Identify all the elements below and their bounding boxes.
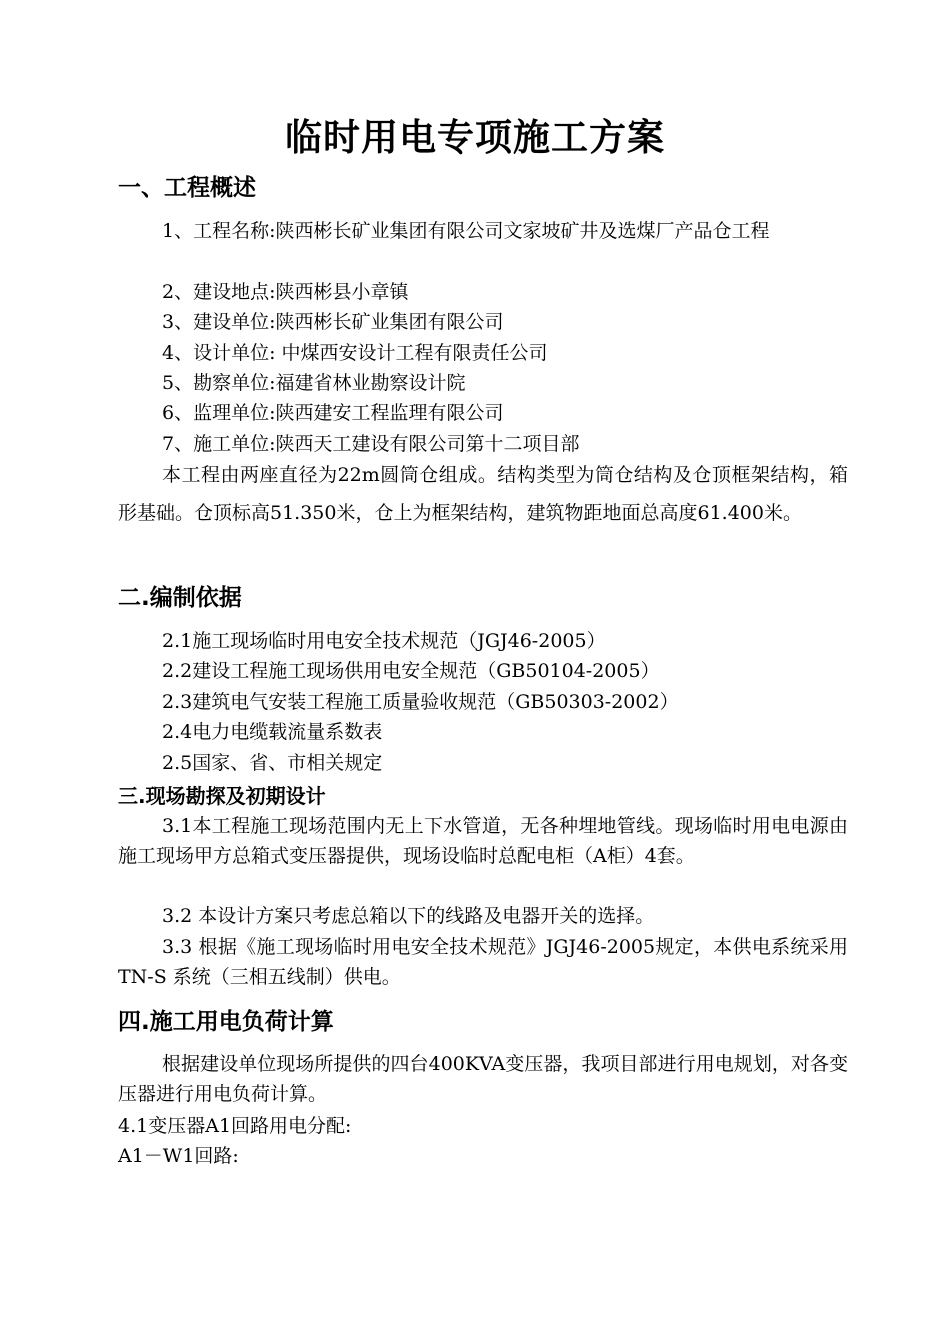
basis-item-2-1: 2.1施工现场临时用电安全技术规范（JGJ46-2005） [162,630,606,652]
section-1-heading: 一、工程概述 [118,175,256,201]
section-4-heading: 四.施工用电负荷计算 [118,1009,334,1035]
section-3-heading: 三.现场勘探及初期设计 [118,784,326,808]
circuit-a1-w1: A1－W1回路: [118,1145,239,1167]
project-description: 本工程由两座直径为22m圆筒仓组成。结构类型为筒仓结构及仓顶框架结构，箱形基础。仓顶标高51.350米，仓上为框架结构，建筑物距地面总高度61.400米。 [118,464,848,524]
contractor-unit-item: 7、施工单位:陕西天工建设有限公司第十二项目部 [162,433,580,455]
survey-unit-item: 5、勘察单位:福建省林业勘察设计院 [162,372,466,394]
construction-site-item: 2、建设地点:陕西彬县小章镇 [162,281,409,303]
project-name-item: 1、工程名称:陕西彬长矿业集团有限公司文家坡矿井及选煤厂产品仓工程 [162,220,770,242]
transformer-a1-allocation: 4.1变压器A1回路用电分配: [118,1115,352,1137]
power-system-paragraph-3-3: 3.3 根据《施工现场临时用电安全技术规范》JGJ46-2005规定，本供电系统采用TN-S 系统（三相五线制）供电。 [118,936,848,988]
basis-item-2-5: 2.5国家、省、市相关规定 [162,752,383,774]
design-scope-paragraph-3-2: 3.2 本设计方案只考虑总箱以下的线路及电器开关的选择。 [162,905,655,927]
load-calculation-paragraph: 根据建设单位现场所提供的四台400KVA变压器，我项目部进行用电规划，对各变压器进行用电负荷计算。 [118,1053,848,1105]
owner-unit-item: 3、建设单位:陕西彬长矿业集团有限公司 [162,311,504,333]
section-2-heading: 二.编制依据 [118,585,242,611]
basis-item-2-3: 2.3建筑电气安装工程施工质量验收规范（GB50303-2002） [162,691,679,713]
site-survey-paragraph-3-1: 3.1本工程施工现场范围内无上下水管道，无各种埋地管线。现场临时用电电源由施工现场甲方总箱式变压器提供，现场设临时总配电柜（A柜）4套。 [118,815,848,867]
document-title: 临时用电专项施工方案 [285,116,665,159]
basis-item-2-2: 2.2建设工程施工现场供用电安全规范（GB50104-2005） [162,660,660,682]
supervision-unit-item: 6、监理单位:陕西建安工程监理有限公司 [162,402,504,424]
design-unit-item: 4、设计单位: 中煤西安设计工程有限责任公司 [162,342,548,364]
basis-item-2-4: 2.4电力电缆载流量系数表 [162,721,383,743]
